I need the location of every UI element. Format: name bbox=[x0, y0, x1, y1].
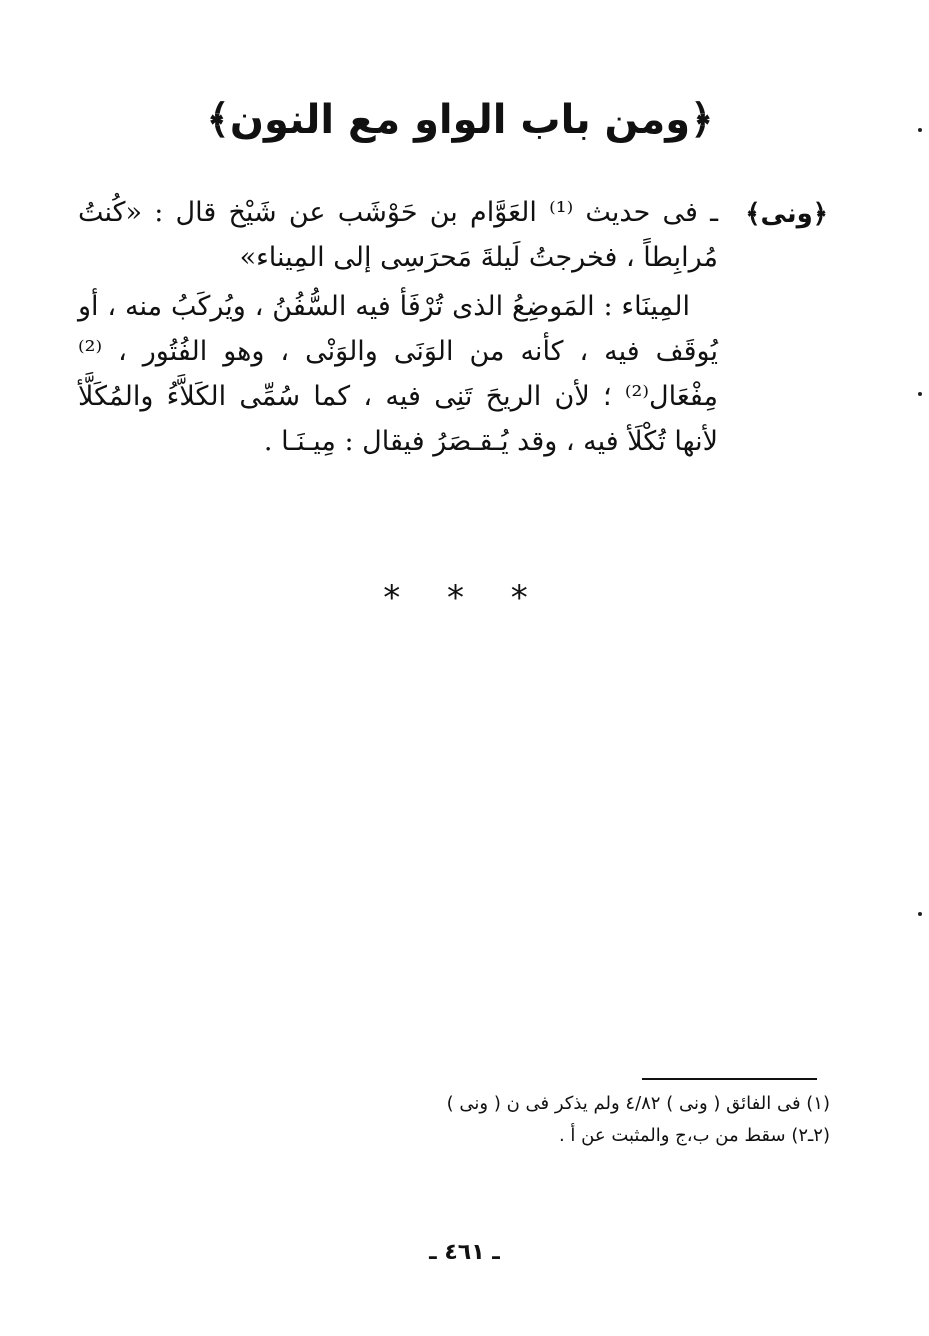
entry-paragraph-explanation: المِينَاء : المَوضِعُ الذى تُرْفَأ فيه السُّفُنُ ، ويُركَبُ منه ، أو يُوقَف فيه ، كأنه من الوَنَى والوَنْى ، وهو الفُتُور ، ⁽²⁾ مِفْعَال⁽²⁾ ؛ لأن الريحَ تَنِى فيه ، كما سُمِّى الكَلاَّءُ والمُكَلَّأ لأنها تُكْلَأ فيه ، وقد يُـقـصَرُ فيقال : مِيـنَـا . bbox=[78, 291, 718, 457]
entry-headword: ﴿ونى﴾ bbox=[745, 199, 828, 229]
scan-mark bbox=[918, 912, 922, 916]
footnote-2: (٢ـ٢) سقط من ب،ج والمثبت عن أ . bbox=[558, 1125, 830, 1146]
scan-mark bbox=[918, 392, 922, 396]
entry-paragraph-hadith: ـ فى حديث ⁽¹⁾ العَوَّام بن حَوْشَب عن شَيْخ قال : «كُنتُ مُرابِطاً ، فخرجتُ لَيلةَ مَحرَسِى إلى المِيناء» bbox=[78, 197, 719, 273]
page-number: ـ ٤٦١ ـ bbox=[429, 1240, 500, 1265]
dictionary-entry bbox=[78, 190, 828, 464]
footnote-divider bbox=[642, 1078, 817, 1080]
chapter-title: ﴿ومن باب الواو مع النون﴾ bbox=[206, 97, 714, 143]
section-separator: * * * bbox=[383, 578, 546, 618]
footnote-1: (١) فى الفائق ( ونى ) ٤/٨٢ ولم يذكر فى ن ( ونى ) bbox=[446, 1093, 830, 1114]
scan-mark bbox=[918, 128, 922, 132]
footnotes bbox=[330, 1088, 830, 1152]
